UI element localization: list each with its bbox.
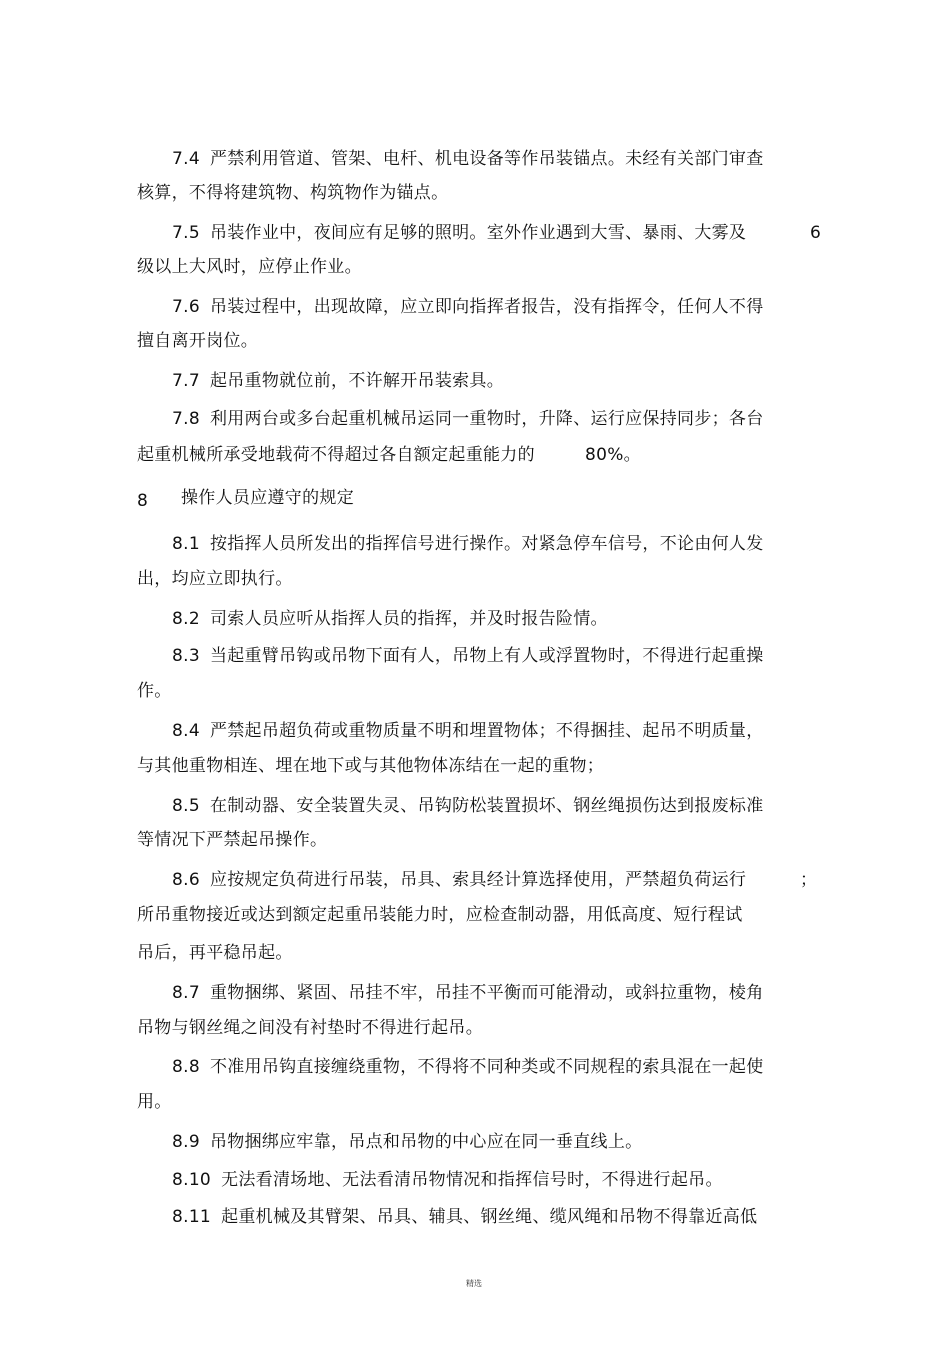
- item-text: 当起重臂吊钩或吊物下面有人，吊物上有人或浮置物时，不得进行起重操: [209, 646, 764, 666]
- item-text: 不准用吊钩直接缠绕重物，不得将不同种类或不同规程的索具混在一起使: [209, 1057, 764, 1077]
- item-text: 严禁利用管道、管架、电杆、机电设备等作吊装锚点。未经有关部门审查: [209, 149, 764, 169]
- item-8-6-line1-tail: ；: [800, 870, 818, 890]
- item-text: 吊物捆绑应牢靠，吊点和吊物的中心应在同一垂直线上。: [209, 1132, 643, 1152]
- item-7-8-line2-tail: 80%。: [585, 445, 641, 465]
- item-8-10-line1: [172, 1169, 723, 1191]
- item-text: 利用两台或多台起重机械吊运同一重物时，升降、运行应保持同步；各台: [209, 409, 764, 429]
- section-8-title: 操作人员应遵守的规定: [181, 488, 354, 508]
- item-number: 7.6: [172, 297, 200, 317]
- item-7-8-line2: 起重机械所承受地载荷不得超过各自额定起重能力的: [137, 445, 535, 465]
- item-8-4-line2: 与其他重物相连、埋在地下或与其他物体冻结在一起的重物；: [137, 756, 605, 776]
- section-8-number: 8: [137, 491, 149, 511]
- item-text: 吊装过程中，出现故障，应立即向指挥者报告，没有指挥令，任何人不得: [209, 297, 764, 317]
- item-8-9-line1: [172, 1131, 642, 1153]
- item-7-7-line1: [172, 370, 504, 392]
- item-8-11-line1: [172, 1206, 757, 1228]
- item-8-6-line2: 所吊重物接近或达到额定起重吊装能力时，应检查制动器，用低高度、短行程试: [137, 905, 743, 925]
- item-text: 应按规定负荷进行吊装，吊具、索具经计算选择使用，严禁超负荷运行: [209, 870, 747, 890]
- item-number: 8.2: [172, 609, 200, 629]
- item-7-8-line1: [172, 408, 764, 430]
- item-7-6-line2: 擅自离开岗位。: [137, 331, 259, 351]
- item-8-6-line3: 吊后，再平稳吊起。: [137, 943, 293, 963]
- item-text: 严禁起吊超负荷或重物质量不明和埋置物体；不得捆挂、起吊不明质量，: [209, 721, 764, 741]
- item-number: 7.7: [172, 371, 200, 391]
- item-number: 8.5: [172, 796, 200, 816]
- item-8-8-line2: 用。: [137, 1092, 172, 1112]
- item-text: 起吊重物就位前，不许解开吊装索具。: [209, 371, 505, 391]
- item-number: 8.6: [172, 870, 200, 890]
- item-number: 8.9: [172, 1132, 200, 1152]
- item-7-5-line1-tail: 6: [810, 223, 822, 243]
- item-8-5-line2: 等情况下严禁起吊操作。: [137, 830, 328, 850]
- item-text: 按指挥人员所发出的指挥信号进行操作。对紧急停车信号，不论由何人发: [209, 534, 764, 554]
- item-8-2-line1: [172, 608, 608, 630]
- item-number: 8.1: [172, 534, 200, 554]
- item-number: 8.10: [172, 1170, 212, 1190]
- item-text: 重物捆绑、紧固、吊挂不牢，吊挂不平衡而可能滑动，或斜拉重物，棱角: [209, 983, 764, 1003]
- item-8-5-line1: [172, 795, 764, 817]
- item-text: 在制动器、安全装置失灵、吊钩防松装置损坏、钢丝绳损伤达到报废标准: [209, 796, 764, 816]
- item-7-5-line1: [172, 222, 746, 244]
- item-8-7-line1: [172, 982, 764, 1004]
- page-footer-label: 精选: [466, 1279, 482, 1288]
- item-number: 7.5: [172, 223, 200, 243]
- item-number: 7.8: [172, 409, 200, 429]
- item-8-1-line1: [172, 533, 764, 555]
- item-number: 8.11: [172, 1207, 212, 1227]
- item-7-6-line1: [172, 296, 764, 318]
- item-number: 7.4: [172, 149, 200, 169]
- item-text: 起重机械及其臂架、吊具、辅具、钢丝绳、缆风绳和吊物不得靠近高低: [221, 1207, 758, 1227]
- item-text: 无法看清场地、无法看清吊物情况和指挥信号时，不得进行起吊。: [221, 1170, 723, 1190]
- item-number: 8.8: [172, 1057, 200, 1077]
- item-8-7-line2: 吊物与钢丝绳之间没有衬垫时不得进行起吊。: [137, 1018, 483, 1038]
- item-8-6-line1: [172, 869, 746, 891]
- item-8-1-line2: 出，均应立即执行。: [137, 569, 293, 589]
- item-text: 吊装作业中，夜间应有足够的照明。室外作业遇到大雪、暴雨、大雾及: [209, 223, 747, 243]
- item-number: 8.4: [172, 721, 200, 741]
- item-8-3-line2: 作。: [137, 681, 172, 701]
- item-8-3-line1: [172, 645, 764, 667]
- item-7-5-line2: 级以上大风时，应停止作业。: [137, 257, 362, 277]
- item-text: 司索人员应听从指挥人员的指挥，并及时报告险情。: [209, 609, 608, 629]
- item-7-4-line2: 核算，不得将建筑物、构筑物作为锚点。: [137, 183, 449, 203]
- item-7-4-line1: [172, 148, 764, 170]
- item-8-8-line1: [172, 1056, 764, 1078]
- item-8-4-line1: [172, 720, 764, 742]
- item-number: 8.3: [172, 646, 200, 666]
- item-number: 8.7: [172, 983, 200, 1003]
